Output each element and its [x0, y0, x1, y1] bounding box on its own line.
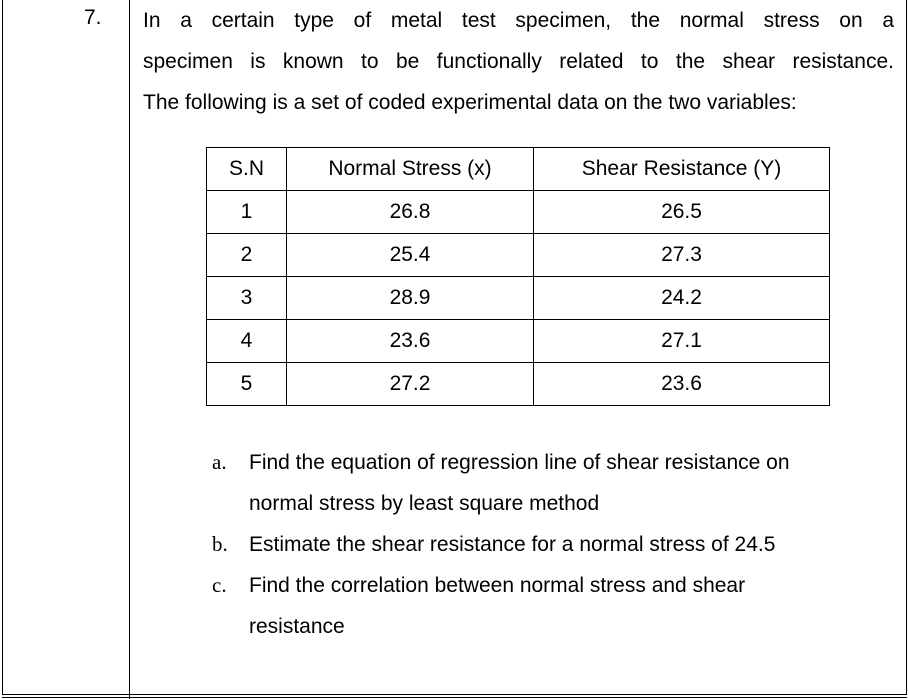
header-normal-stress: Normal Stress (x) — [287, 148, 534, 191]
column-divider — [129, 0, 130, 699]
cell-y: 27.1 — [534, 320, 830, 363]
table-header-row — [207, 148, 830, 191]
table-row — [207, 191, 830, 234]
part-line: normal stress by least square method — [249, 492, 600, 515]
header-sn: S.N — [207, 148, 287, 191]
part-marker: c. — [212, 573, 227, 597]
cell-x: 28.9 — [287, 277, 534, 320]
part-marker: b. — [212, 532, 228, 556]
cell-x: 25.4 — [287, 234, 534, 277]
table-row — [207, 363, 830, 406]
part-a — [212, 442, 892, 524]
part-line: Find the equation of regression line of shear resistance on — [249, 451, 790, 474]
question-intro — [143, 0, 894, 123]
row-divider — [2, 697, 907, 698]
table-row — [207, 234, 830, 277]
part-line: resistance — [249, 615, 345, 638]
cell-sn: 1 — [207, 191, 287, 234]
part-line: Find the correlation between normal stress and shear — [249, 574, 746, 597]
question-number: 7. — [84, 6, 102, 29]
cell-sn: 5 — [207, 363, 287, 406]
question-parts — [212, 442, 892, 647]
header-shear-resistance: Shear Resistance (Y) — [534, 148, 830, 191]
cell-x: 26.8 — [287, 191, 534, 234]
cell-x: 27.2 — [287, 363, 534, 406]
part-c — [212, 565, 892, 647]
part-b — [212, 524, 892, 565]
intro-line: The following is a set of coded experimental data on the two variables: — [143, 91, 797, 114]
intro-line: In a certain type of metal test specimen, the normal stress on a — [143, 9, 894, 32]
cell-sn: 2 — [207, 234, 287, 277]
table-row — [207, 320, 830, 363]
part-marker: a. — [212, 450, 227, 474]
cell-y: 23.6 — [534, 363, 830, 406]
cell-sn: 3 — [207, 277, 287, 320]
part-line: Estimate the shear resistance for a normal stress of 24.5 — [249, 533, 776, 556]
cell-y: 26.5 — [534, 191, 830, 234]
table-row — [207, 277, 830, 320]
data-table — [206, 147, 830, 406]
cell-sn: 4 — [207, 320, 287, 363]
cell-x: 23.6 — [287, 320, 534, 363]
intro-line: specimen is known to be functionally related to the shear resistance. — [143, 50, 894, 73]
cell-y: 24.2 — [534, 277, 830, 320]
cell-y: 27.3 — [534, 234, 830, 277]
